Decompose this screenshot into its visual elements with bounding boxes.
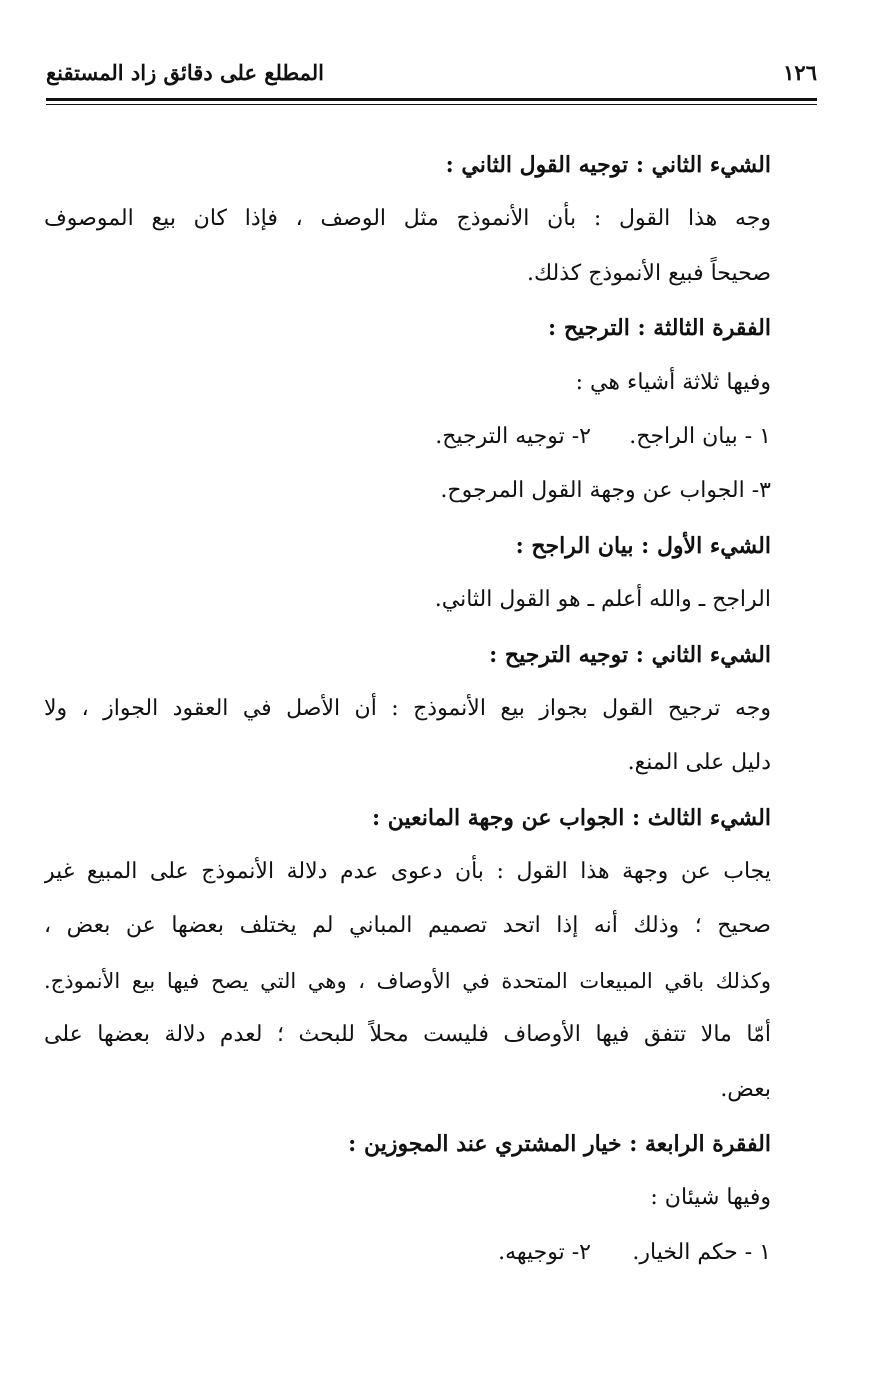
list-item: ١ - حكم الخيار. [632,1239,771,1265]
heading-line: الشيء الأول : بيان الراجح : [515,532,771,559]
list-item: ٢- توجيه الترجيح. [435,423,591,449]
heading-line: الفقرة الرابعة : خيار المشتري عند المجوزين : [348,1131,771,1158]
page-body [44,138,771,1280]
text-line: يجاب عن وجهة هذا القول : بأن دعوى عدم دلالة الأنموذج على المبيع غير [44,859,771,885]
text-line: صحيح ؛ وذلك أنه إذا اتحد تصميم المباني لم يختلف بعضها عن بعض ، [44,913,771,939]
text-line: صحيحاً فبيع الأنموذج كذلك. [526,260,771,286]
text-line: أمّا مالا تتفق فيها الأوصاف فليست محلاً للبحث ؛ لعدم دلالة بعضها على [44,1022,771,1048]
text-line: بعض. [720,1076,771,1102]
list-row [50,410,771,464]
page-number: ١٢٦ [783,60,817,85]
list-row [50,1226,771,1280]
text-line: وكذلك باقي المبيعات المتحدة في الأوصاف ، وهي التي يصح فيها بيع الأنموذج. [44,968,771,993]
header-rule-thin [46,104,817,105]
book-title: المطلع على دقائق زاد المستقنع [46,60,325,85]
text-line: وجه ترجيح القول بجواز بيع الأنموذج : أن الأصل في العقود الجواز ، ولا [44,695,771,721]
heading-line: الفقرة الثالثة : الترجيح : [548,315,771,342]
heading-line: الشيء الثاني : توجيه الترجيح : [489,641,771,668]
text-line: وفيها شيئان : [650,1185,771,1211]
header-rule-thick [46,98,817,101]
text-line: وفيها ثلاثة أشياء هي : [575,369,771,395]
list-item: ١ - بيان الراجح. [629,423,771,449]
text-line: ٣- الجواب عن وجهة القول المرجوح. [440,478,771,504]
running-header [46,60,817,94]
heading-line: الشيء الثاني : توجيه القول الثاني : [445,152,771,178]
text-line: وجه هذا القول : بأن الأنموذج مثل الوصف ، فإذا كان بيع الموصوف [44,206,771,232]
text-line: دليل على المنع. [627,750,771,776]
text-line: الراجح ـ والله أعلم ـ هو القول الثاني. [434,587,771,613]
heading-line: الشيء الثالث : الجواب عن وجهة المانعين : [371,804,771,831]
list-item: ٢- توجيهه. [498,1239,591,1265]
